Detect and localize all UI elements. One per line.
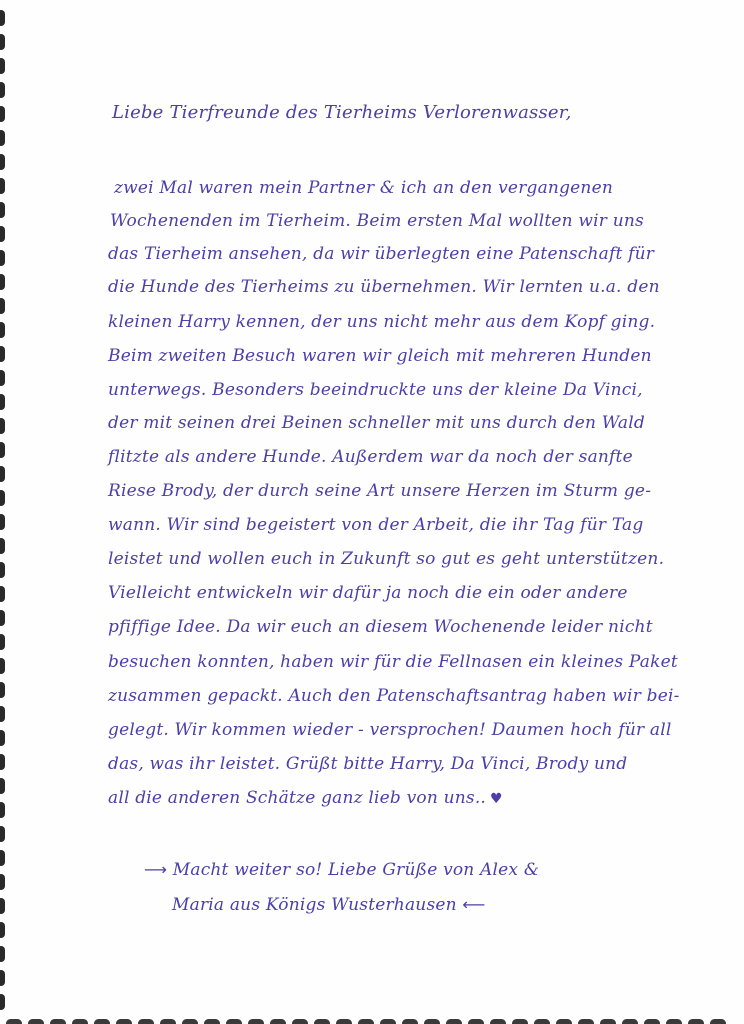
letter-body-line: Vielleicht entwickeln wir dafür ja noch die ein oder andere: [108, 583, 628, 603]
binding-hole: [0, 922, 5, 938]
perforation-hole: [94, 1019, 110, 1024]
perforation-hole: [622, 1019, 638, 1024]
binding-hole: [0, 202, 5, 218]
binding-hole: [0, 58, 5, 74]
binding-hole: [0, 826, 5, 842]
arrow-left-icon: ⟵: [462, 895, 486, 914]
letter-body-line: das Tierheim ansehen, da wir überlegten eine Patenschaft für: [108, 244, 655, 264]
perforation-hole: [292, 1019, 308, 1024]
binding-hole: [0, 778, 5, 794]
binding-hole: [0, 610, 5, 626]
closing-text-1: Macht weiter so! Liebe Grüße von Alex &: [172, 860, 540, 880]
perforation-hole: [138, 1019, 154, 1024]
binding-hole: [0, 538, 5, 554]
letter-body-line: zusammen gepackt. Auch den Patenschaftsantrag haben wir bei-: [108, 686, 680, 706]
binding-hole: [0, 874, 5, 890]
perforation-hole: [358, 1019, 374, 1024]
binding-hole: [0, 946, 5, 962]
binding-hole: [0, 106, 5, 122]
perforation-hole: [468, 1019, 484, 1024]
perforation-hole: [28, 1019, 44, 1024]
letter-body-line: zwei Mal waren mein Partner & ich an den vergangenen: [114, 178, 613, 198]
letter-body-text: all die anderen Schätze ganz lieb von uns..: [108, 788, 487, 808]
letter-body-line: flitzte als andere Hunde. Außerdem war da noch der sanfte: [108, 447, 633, 467]
perforation-hole: [314, 1019, 330, 1024]
closing-line-1: [144, 860, 539, 880]
perforation-hole: [402, 1019, 418, 1024]
letter-body-line: leistet und wollen euch in Zukunft so gut es geht unterstützen.: [108, 549, 665, 569]
binding-hole: [0, 154, 5, 170]
binding-hole: [0, 490, 5, 506]
perforation-hole: [578, 1019, 594, 1024]
perforation-hole: [116, 1019, 132, 1024]
letter-body-line: pfiffige Idee. Da wir euch an diesem Wochenende leider nicht: [108, 617, 653, 637]
perforation-hole: [446, 1019, 462, 1024]
binding-hole: [0, 274, 5, 290]
binding-hole: [0, 658, 5, 674]
letter-body-line: gelegt. Wir kommen wieder - versprochen! Daumen hoch für all: [108, 720, 672, 740]
perforation-hole: [600, 1019, 616, 1024]
spiral-binding: [0, 0, 8, 1024]
binding-hole: [0, 898, 5, 914]
letter-greeting: Liebe Tierfreunde des Tierheims Verlorenwasser,: [112, 102, 572, 123]
binding-hole: [0, 178, 5, 194]
binding-hole: [0, 514, 5, 530]
binding-hole: [0, 730, 5, 746]
binding-hole: [0, 322, 5, 338]
binding-hole: [0, 250, 5, 266]
heart-icon: ♥: [490, 791, 503, 807]
perforation-hole: [50, 1019, 66, 1024]
binding-hole: [0, 130, 5, 146]
arrow-right-icon: ⟶: [144, 860, 168, 879]
closing-line-2: [172, 895, 486, 915]
perforated-edge: [0, 1014, 744, 1024]
perforation-hole: [336, 1019, 352, 1024]
letter-body-line: wann. Wir sind begeistert von der Arbeit, die ihr Tag für Tag: [108, 515, 644, 535]
letter-body-line-last: [108, 788, 503, 809]
perforation-hole: [512, 1019, 528, 1024]
letter-body-line: der mit seinen drei Beinen schneller mit uns durch den Wald: [108, 413, 645, 433]
binding-hole: [0, 34, 5, 50]
closing-text-2: Maria aus Königs Wusterhausen: [172, 895, 457, 915]
binding-hole: [0, 418, 5, 434]
perforation-hole: [160, 1019, 176, 1024]
binding-hole: [0, 970, 5, 986]
binding-hole: [0, 442, 5, 458]
perforation-hole: [490, 1019, 506, 1024]
binding-hole: [0, 466, 5, 482]
perforation-hole: [72, 1019, 88, 1024]
binding-hole: [0, 370, 5, 386]
binding-hole: [0, 346, 5, 362]
perforation-hole: [424, 1019, 440, 1024]
perforation-hole: [380, 1019, 396, 1024]
binding-hole: [0, 562, 5, 578]
perforation-hole: [6, 1019, 22, 1024]
perforation-hole: [182, 1019, 198, 1024]
letter-body-line: Riese Brody, der durch seine Art unsere Herzen im Sturm ge-: [108, 481, 652, 501]
binding-hole: [0, 394, 5, 410]
perforation-hole: [248, 1019, 264, 1024]
perforation-hole: [688, 1019, 704, 1024]
perforation-hole: [644, 1019, 660, 1024]
letter-body-line: unterwegs. Besonders beeindruckte uns der kleine Da Vinci,: [108, 380, 643, 400]
perforation-hole: [556, 1019, 572, 1024]
binding-hole: [0, 850, 5, 866]
binding-hole: [0, 802, 5, 818]
perforation-hole: [710, 1019, 726, 1024]
perforation-hole: [270, 1019, 286, 1024]
binding-hole: [0, 10, 5, 26]
binding-hole: [0, 226, 5, 242]
binding-hole: [0, 634, 5, 650]
letter-body-line: das, was ihr leistet. Grüßt bitte Harry, Da Vinci, Brody und: [108, 754, 628, 774]
binding-hole: [0, 754, 5, 770]
binding-hole: [0, 82, 5, 98]
letter-body-line: besuchen konnten, haben wir für die Fellnasen ein kleines Paket: [108, 652, 678, 672]
perforation-hole: [534, 1019, 550, 1024]
perforation-hole: [204, 1019, 220, 1024]
binding-hole: [0, 706, 5, 722]
binding-hole: [0, 994, 5, 1010]
binding-hole: [0, 682, 5, 698]
binding-hole: [0, 298, 5, 314]
letter-body-line: Beim zweiten Besuch waren wir gleich mit mehreren Hunden: [108, 346, 652, 366]
binding-hole: [0, 586, 5, 602]
letter-body-line: die Hunde des Tierheims zu übernehmen. Wir lernten u.a. den: [108, 277, 660, 297]
letter-body-line: kleinen Harry kennen, der uns nicht mehr aus dem Kopf ging.: [108, 312, 656, 332]
perforation-hole: [666, 1019, 682, 1024]
perforation-hole: [226, 1019, 242, 1024]
letter-body-line: Wochenenden im Tierheim. Beim ersten Mal wollten wir uns: [110, 211, 644, 231]
